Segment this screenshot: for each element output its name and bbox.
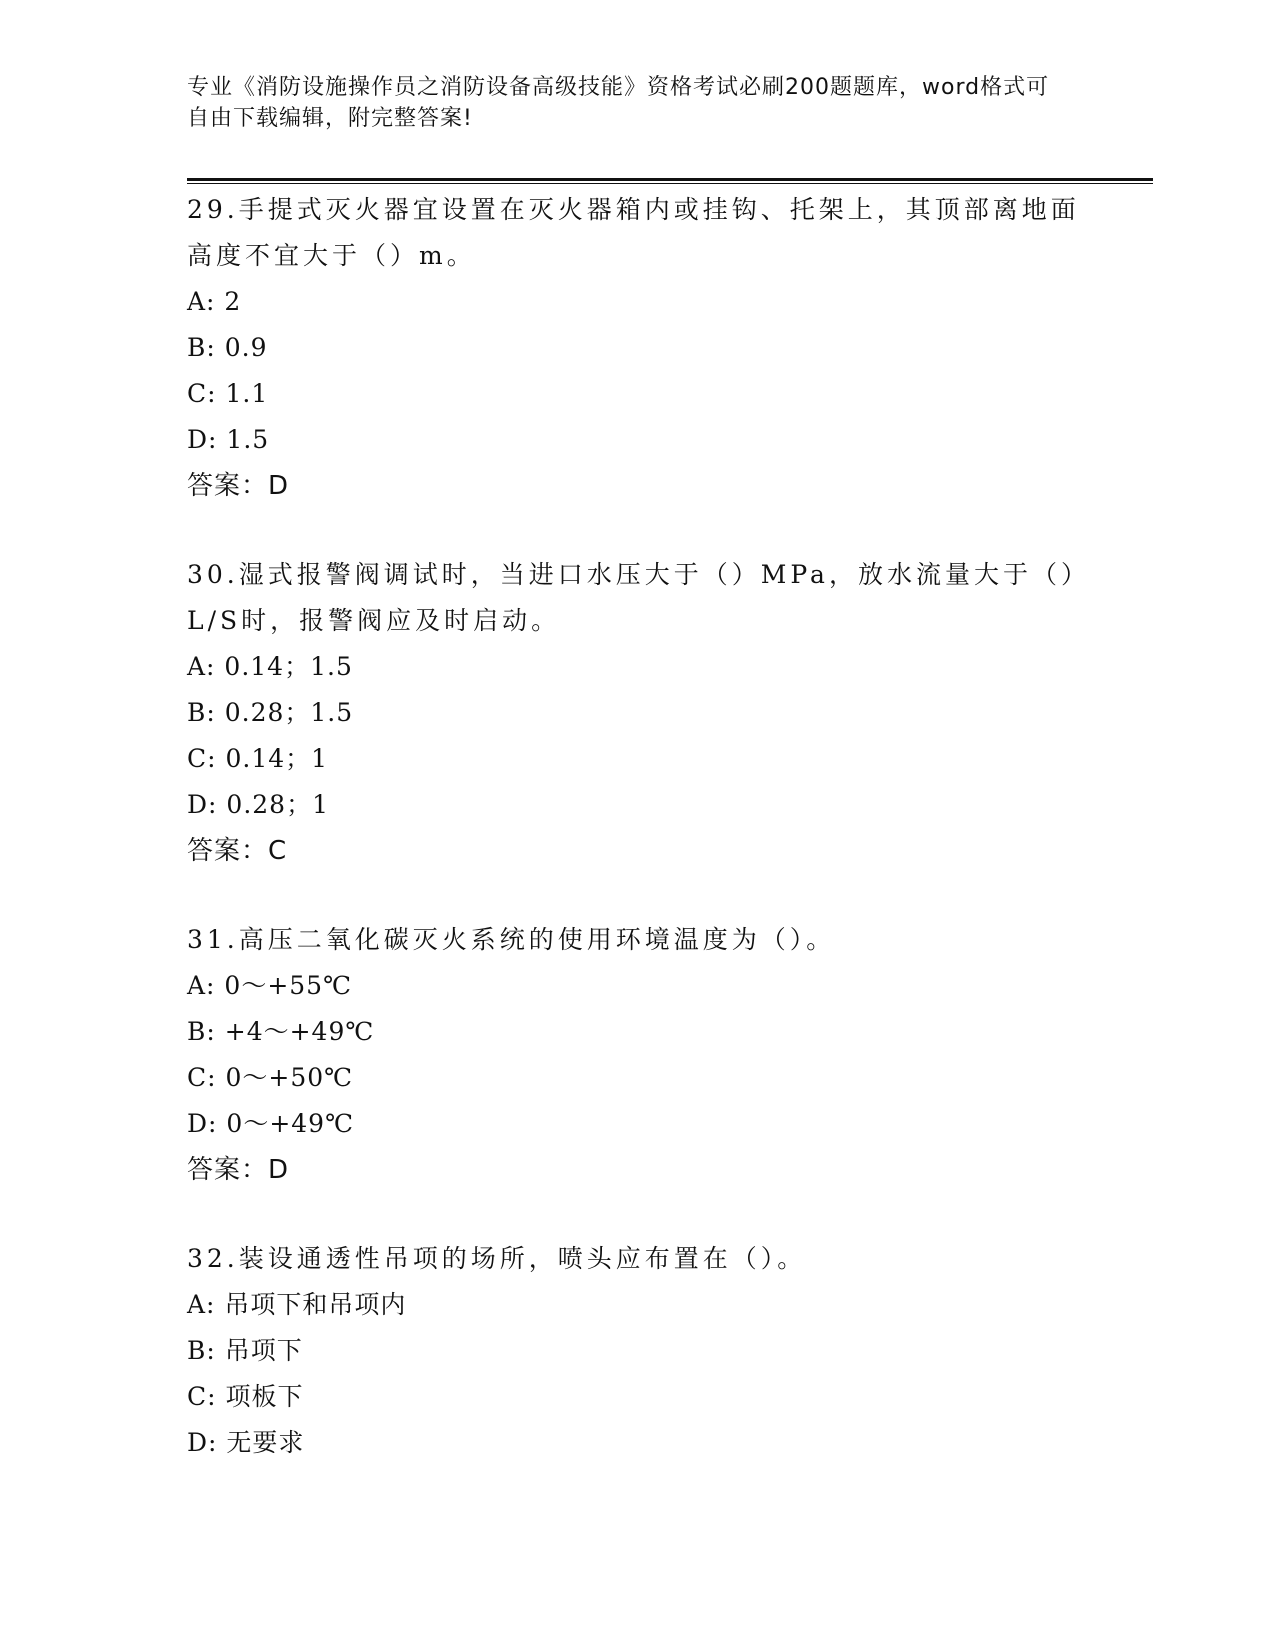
header-divider-thin	[187, 183, 1153, 184]
option-b: B: 0.28；1.5	[187, 698, 354, 727]
option-c: C: 1.1	[187, 379, 269, 408]
document-header: 专业《消防设施操作员之消防设备高级技能》资格考试必刷200题题库，word格式可自由下载编辑，附完整答案!	[187, 75, 1050, 131]
option-a: A: 0.14；1.5	[187, 652, 353, 681]
question-31	[187, 917, 1087, 1193]
question-stem: 30.湿式报警阀调试时，当进口水压大于（）MPa，放水流量大于（）L/S时，报警阀应及时启动。	[187, 560, 1078, 635]
answer-label: 答案：C	[187, 836, 288, 866]
question-stem: 29.手提式灭火器宜设置在灭火器箱内或挂钩、托架上，其顶部离地面高度不宜大于（）m。	[187, 195, 1080, 270]
option-a: A: 0～+55℃	[187, 971, 353, 1000]
option-d: D: 1.5	[187, 425, 270, 454]
option-d: D: 0～+49℃	[187, 1109, 355, 1138]
question-32	[187, 1236, 1087, 1466]
option-b: B: 0.9	[187, 333, 268, 362]
option-a: A: 2	[187, 287, 242, 316]
option-b: B: 吊项下	[187, 1336, 303, 1365]
question-stem: 32.装设通透性吊项的场所，喷头应布置在（）。	[187, 1244, 807, 1273]
question-29	[187, 187, 1087, 509]
answer-label: 答案：D	[187, 1155, 290, 1185]
question-stem: 31.高压二氧化碳灭火系统的使用环境温度为（）。	[187, 925, 836, 954]
header-divider-thick	[187, 178, 1153, 181]
answer-label: 答案：D	[187, 471, 290, 501]
question-list	[187, 187, 1087, 1509]
option-c: C: 0.14；1	[187, 744, 329, 773]
option-a: A: 吊项下和吊项内	[187, 1290, 407, 1319]
option-c: C: 0～+50℃	[187, 1063, 354, 1092]
option-d: D: 0.28；1	[187, 790, 329, 819]
option-d: D: 无要求	[187, 1428, 305, 1457]
option-c: C: 项板下	[187, 1382, 304, 1411]
option-b: B: +4～+49℃	[187, 1017, 375, 1046]
question-30	[187, 552, 1087, 874]
